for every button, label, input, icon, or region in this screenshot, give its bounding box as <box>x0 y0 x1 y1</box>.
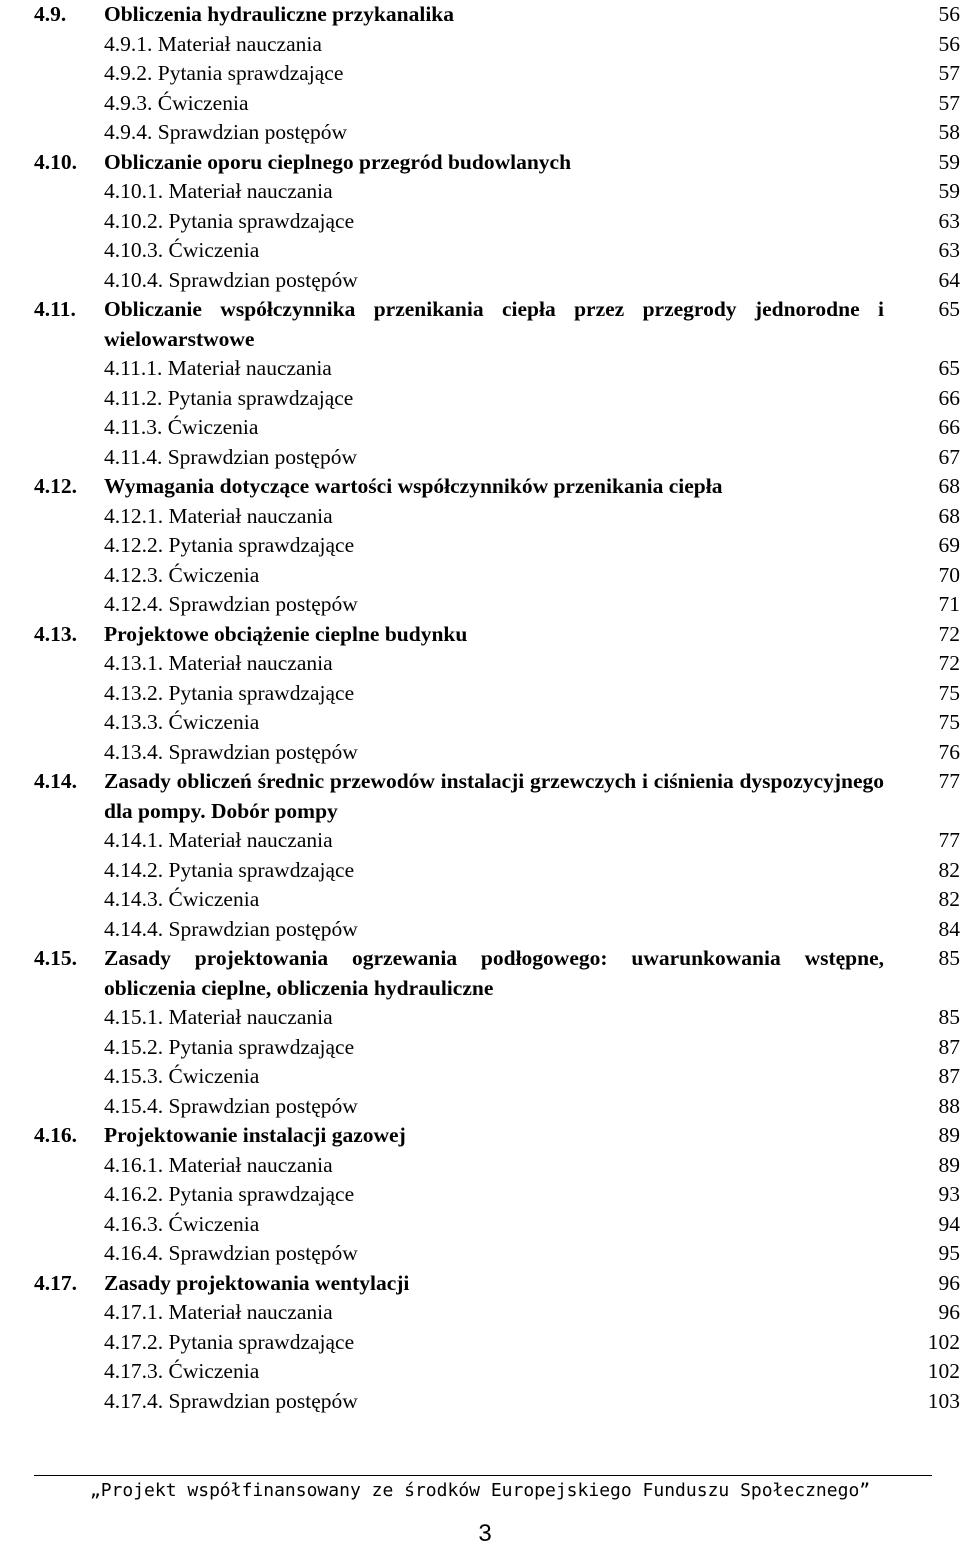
toc-subsection-label: 4.11.3. Ćwiczenia <box>104 415 259 439</box>
toc-page-number: 95 <box>938 1241 960 1265</box>
toc-subsection <box>34 1062 960 1092</box>
toc-page-number: 57 <box>938 61 960 85</box>
toc-subsection-label: 4.9.4. Sprawdzian postępów <box>104 120 348 144</box>
toc-page-number: 72 <box>938 651 960 675</box>
toc-subsection <box>34 1387 960 1417</box>
toc-subsection-label: 4.14.2. Pytania sprawdzające <box>104 857 355 882</box>
toc-page-number: 57 <box>938 90 960 115</box>
toc-page-number: 93 <box>938 1182 960 1206</box>
toc-subsection <box>34 826 960 856</box>
toc-subsection <box>34 1239 960 1269</box>
toc-subsection <box>34 561 960 591</box>
toc-subsection-label: 4.12.1. Materiał nauczania <box>104 503 333 528</box>
toc-subsection <box>34 118 960 148</box>
toc-subsection-label: 4.13.1. Materiał nauczania <box>104 651 333 675</box>
toc-subsection <box>34 236 960 266</box>
toc-section <box>34 0 960 30</box>
toc-page-number: 87 <box>938 1034 960 1059</box>
toc-page-number: 103 <box>927 1388 960 1413</box>
toc-page-number: 68 <box>938 474 960 498</box>
toc-page-number: 58 <box>938 120 960 144</box>
toc-subsection <box>34 177 960 207</box>
toc-subsection <box>34 1210 960 1240</box>
toc-section-number: 4.10. <box>34 149 77 174</box>
toc-subsection-label: 4.13.3. Ćwiczenia <box>104 710 260 734</box>
toc-page-number: 88 <box>938 1093 960 1118</box>
toc-page-number: 82 <box>938 887 960 911</box>
toc-page-number: 56 <box>938 31 960 56</box>
toc-subsection <box>34 59 960 89</box>
toc-subsection-label: 4.15.3. Ćwiczenia <box>104 1064 260 1088</box>
toc-section <box>34 767 960 826</box>
toc-section-number: 4.17. <box>34 1270 77 1295</box>
toc-section <box>34 1269 960 1299</box>
toc-subsection-label: 4.10.4. Sprawdzian postępów <box>104 267 358 292</box>
toc-page-number: 84 <box>938 916 960 941</box>
toc-subsection-label: 4.12.4. Sprawdzian postępów <box>104 592 358 616</box>
toc-subsection-label: 4.11.1. Materiał nauczania <box>104 356 332 380</box>
toc-subsection <box>34 590 960 620</box>
toc-page-number: 65 <box>938 297 960 321</box>
toc-page-number: 102 <box>927 1329 960 1354</box>
toc-section-title: Obliczanie współczynnika przenikania ciepła przez przegrody jednorodne i wielowarstwowe <box>104 297 884 351</box>
toc-subsection <box>34 1092 960 1122</box>
toc-subsection <box>34 1180 960 1210</box>
toc-subsection <box>34 1328 960 1358</box>
toc-subsection-label: 4.12.2. Pytania sprawdzające <box>104 533 355 557</box>
toc-subsection <box>34 708 960 738</box>
toc-section <box>34 148 960 178</box>
toc-page-number: 96 <box>938 1270 960 1295</box>
toc-section-title: Projektowe obciążenie cieplne budynku <box>104 621 468 646</box>
toc-subsection <box>34 1033 960 1063</box>
toc-page-number: 77 <box>938 828 960 852</box>
toc-section-number: 4.15. <box>34 946 77 970</box>
toc-subsection <box>34 384 960 414</box>
toc-section <box>34 295 960 354</box>
toc-subsection-label: 4.15.4. Sprawdzian postępów <box>104 1093 358 1118</box>
toc-subsection-label: 4.9.2. Pytania sprawdzające <box>104 61 344 85</box>
toc-section-title: Obliczenia hydrauliczne przykanalika <box>104 2 454 26</box>
toc-page-number: 102 <box>927 1359 960 1383</box>
toc-section <box>34 472 960 502</box>
toc-page-number: 77 <box>938 769 960 793</box>
toc-subsection-label: 4.17.3. Ćwiczenia <box>104 1359 260 1383</box>
toc-subsection-label: 4.10.1. Materiał nauczania <box>104 179 333 203</box>
toc-page-number: 56 <box>938 2 960 26</box>
toc-section <box>34 620 960 650</box>
toc-section-number: 4.16. <box>34 1123 77 1147</box>
toc-subsection-label: 4.13.2. Pytania sprawdzające <box>104 680 355 705</box>
toc-page-number: 67 <box>938 444 960 469</box>
toc-subsection-label: 4.16.1. Materiał nauczania <box>104 1152 333 1177</box>
toc-page-number: 59 <box>938 149 960 174</box>
toc-section-number: 4.12. <box>34 474 77 498</box>
table-of-contents <box>34 0 960 1416</box>
toc-section <box>34 1121 960 1151</box>
toc-section-number: 4.11. <box>34 297 76 321</box>
toc-subsection <box>34 1003 960 1033</box>
footer-funding-note: „Projekt współfinansowany ze środków Europejskiego Funduszu Społecznego” <box>89 1480 871 1501</box>
toc-subsection-label: 4.16.4. Sprawdzian postępów <box>104 1241 358 1265</box>
toc-page-number: 96 <box>938 1300 960 1324</box>
toc-subsection-label: 4.15.2. Pytania sprawdzające <box>104 1034 355 1059</box>
toc-page-number: 82 <box>938 857 960 882</box>
toc-page-number: 85 <box>938 1005 960 1029</box>
toc-section-title: Projektowanie instalacji gazowej <box>104 1123 406 1147</box>
toc-subsection <box>34 915 960 945</box>
toc-page-number: 70 <box>938 562 960 587</box>
toc-page-number: 66 <box>938 415 960 439</box>
toc-subsection-label: 4.13.4. Sprawdzian postępów <box>104 739 358 764</box>
toc-subsection-label: 4.16.2. Pytania sprawdzające <box>104 1182 355 1206</box>
toc-subsection-label: 4.16.3. Ćwiczenia <box>104 1211 260 1236</box>
toc-subsection <box>34 443 960 473</box>
toc-section <box>34 944 960 1003</box>
toc-subsection <box>34 649 960 679</box>
toc-subsection-label: 4.17.2. Pytania sprawdzające <box>104 1329 355 1354</box>
toc-subsection <box>34 885 960 915</box>
toc-section-title: Wymagania dotyczące wartości współczynników przenikania ciepła <box>104 474 723 498</box>
toc-subsection-label: 4.9.3. Ćwiczenia <box>104 90 249 115</box>
toc-page-number: 76 <box>938 739 960 764</box>
toc-subsection <box>34 679 960 709</box>
toc-page-number: 65 <box>938 356 960 380</box>
toc-subsection-label: 4.10.2. Pytania sprawdzające <box>104 208 355 233</box>
toc-subsection-label: 4.17.1. Materiał nauczania <box>104 1300 333 1324</box>
toc-subsection <box>34 413 960 443</box>
toc-page-number: 75 <box>938 710 960 734</box>
toc-page-number: 87 <box>938 1064 960 1088</box>
toc-page-number: 89 <box>938 1152 960 1177</box>
toc-subsection-label: 4.10.3. Ćwiczenia <box>104 238 260 262</box>
toc-subsection <box>34 1151 960 1181</box>
toc-section-number: 4.9. <box>34 2 67 26</box>
toc-section-title: Zasady obliczeń średnic przewodów instalacji grzewczych i ciśnienia dyspozycyjnego dla pompy. Dobór pompy <box>104 769 884 823</box>
toc-subsection-label: 4.9.1. Materiał nauczania <box>104 31 322 56</box>
toc-subsection-label: 4.15.1. Materiał nauczania <box>104 1005 333 1029</box>
toc-page-number: 64 <box>938 267 960 292</box>
toc-subsection <box>34 266 960 296</box>
toc-section-number: 4.13. <box>34 621 77 646</box>
toc-subsection-label: 4.14.1. Materiał nauczania <box>104 828 333 852</box>
toc-page-number: 69 <box>938 533 960 557</box>
toc-page-number: 72 <box>938 621 960 646</box>
toc-subsection <box>34 207 960 237</box>
toc-subsection-label: 4.14.4. Sprawdzian postępów <box>104 916 358 941</box>
toc-section-title: Zasady projektowania wentylacji <box>104 1270 410 1295</box>
toc-section-title: Zasady projektowania ogrzewania podłogowego: uwarunkowania wstępne, obliczenia cieplne, obliczenia hydrauliczne <box>104 946 884 1000</box>
toc-subsection-label: 4.12.3. Ćwiczenia <box>104 562 260 587</box>
toc-page-number: 59 <box>938 179 960 203</box>
toc-page-number: 94 <box>938 1211 960 1236</box>
toc-subsection-label: 4.14.3. Ćwiczenia <box>104 887 260 911</box>
toc-subsection <box>34 738 960 768</box>
toc-subsection <box>34 89 960 119</box>
toc-subsection <box>34 856 960 886</box>
toc-page-number: 63 <box>938 238 960 262</box>
toc-page-number: 89 <box>938 1123 960 1147</box>
page-number: 3 <box>478 1520 492 1547</box>
toc-page-number: 75 <box>938 680 960 705</box>
toc-subsection <box>34 502 960 532</box>
toc-subsection <box>34 531 960 561</box>
toc-subsection <box>34 1357 960 1387</box>
toc-subsection <box>34 1298 960 1328</box>
toc-page-number: 63 <box>938 208 960 233</box>
toc-page-number: 71 <box>938 592 960 616</box>
footer-divider <box>34 1475 932 1476</box>
toc-subsection-label: 4.17.4. Sprawdzian postępów <box>104 1388 358 1413</box>
toc-page-number: 66 <box>938 385 960 410</box>
toc-subsection-label: 4.11.4. Sprawdzian postępów <box>104 444 357 469</box>
toc-subsection <box>34 354 960 384</box>
toc-section-title: Obliczanie oporu cieplnego przegród budowlanych <box>104 149 572 174</box>
toc-section-number: 4.14. <box>34 769 77 793</box>
toc-subsection-label: 4.11.2. Pytania sprawdzające <box>104 385 354 410</box>
toc-subsection <box>34 30 960 60</box>
toc-page-number: 68 <box>938 503 960 528</box>
toc-page-number: 85 <box>938 946 960 970</box>
